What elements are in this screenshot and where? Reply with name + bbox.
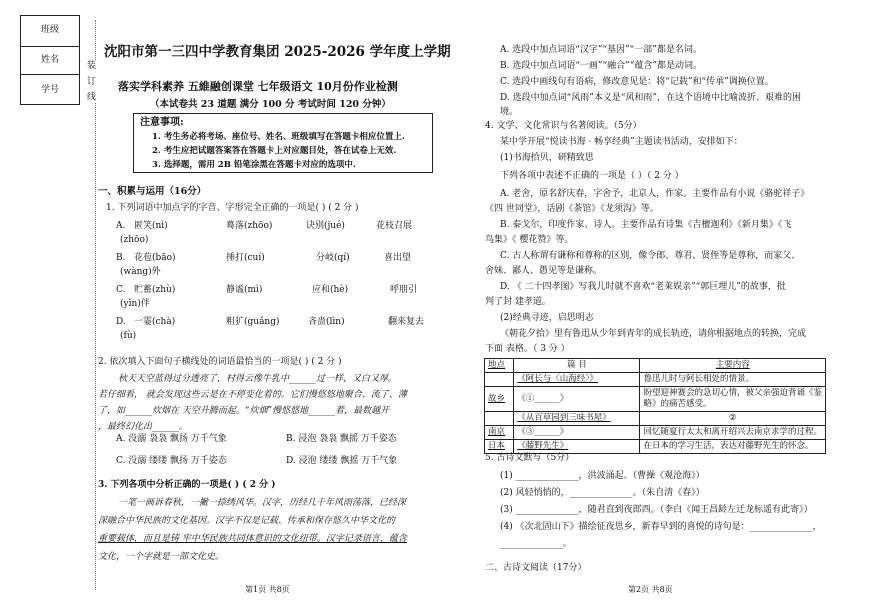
table-cell: 《③______》: [514, 426, 640, 440]
table-cell: ②: [640, 412, 826, 426]
q1-option-a: A. 匿笑(nì) 蓦落(zhōo) 诀别(jué) 花枝召展 (zhōo): [116, 221, 413, 245]
q1-options: [116, 220, 446, 344]
page-footer-left: 第1页 共8页: [245, 585, 290, 594]
table-cell: 《阿长与〈山海经〉》: [514, 373, 640, 387]
q5-line: (2) 风轻悄悄的，______________。（朱自清《春》）: [500, 488, 705, 498]
q2-passage-line: 了，如______炊烟在 天空升腾而起。“炊烟”慢悠悠地______着，最数越开: [98, 406, 390, 416]
q3-option-c: C. 选段中画线句有语病，修改意见是：将“记载”和“传承”调换位置。: [500, 77, 774, 87]
q2-option-c: C. 没溺 缕缕 飘扬 万千姿态: [116, 456, 227, 466]
q2-option-a: A. 没溺 袅袅 飘扬 万千气象: [116, 434, 227, 444]
binding-line-label: 装 订 线: [85, 60, 95, 103]
q4-part2-text: 《朝花夕拾》里有鲁迅从少年到青年的成长轨迹，请你根据地点的转换，完成: [500, 329, 807, 339]
exam-subtitle: 落实学科素养 五維融创课堂 七年级语文 10月份作业检测: [118, 80, 398, 93]
table-cell: 盼望迎神赛会的急切心情，被父亲强迫背诵《鉴略》的痛苦感受。: [640, 387, 826, 412]
q2-option-b: B. 浸泡 袅袅 飘摇 万千姿态: [286, 434, 397, 444]
q2-option-d: D. 浸泡 缕缕 飘摇 万千气象: [286, 456, 398, 466]
q4-part2-text: 下面 表格。（ 3 分 ）: [485, 344, 570, 354]
q3-option-a: A. 选段中加点词语“汉字”“基因”“一部”都是名词。: [500, 45, 702, 55]
q4-option-line: B. 泰戈尔，印度作家、诗人。主要作品有诗集《吉檀迦利》《新月集》《飞: [500, 220, 792, 230]
q4-option-line: D. 《 二十四孝图》写我儿时就不喜欢“老莱娱亲”“郭巨埋儿”的故事，批: [500, 282, 786, 292]
q4-option-line: 鸟集》《 樱花赞》等。: [485, 235, 574, 245]
table-cell: 故乡: [485, 387, 514, 412]
q1-option-d: D. 一霎(chà) 粗犷(guǎng) 吝啬(lìn) 翻来复去 (fù): [116, 317, 425, 341]
notice-item: 3. 选择题，需用 2B 铅笔涂黑在答题卡对应的选项中.: [152, 160, 356, 170]
student-id-label: 学号: [40, 85, 59, 95]
table-cell: 回忆随夏行太太和离开绍兴去南京求学的过程。: [640, 426, 826, 440]
reading-table: [484, 358, 826, 454]
q4-intro: 某中学开展“悦读书海 · 畅享经典”主题读书活动，安排如下：: [500, 137, 743, 147]
table-cell: 南京: [485, 426, 514, 440]
q2-passage-line: 若仔细看， 就会发现这些云是在不停变化着的。它们慢悠悠地聚合、流了、薄: [98, 390, 407, 400]
q5-line: (4) 《次北固山下》描绘征夜思乡，新春早到的喜悦的诗句是：______________，: [500, 522, 822, 532]
q4-stem: 4. 文学、文化常识与名著阅读。（5分）: [485, 121, 642, 131]
section1-title: 一、积累与运用（16分）: [98, 186, 207, 197]
q4-option-line: C. 古人称谓有谦称和尊称的区别，像令郎、尊君、贤侄等是尊称，而家父、: [500, 251, 801, 261]
q2-passage-line: ，最终幻化出______。: [98, 422, 189, 432]
q4-option-line: 判了封 建孝道。: [485, 297, 551, 307]
q4-part2: (2)经典寻迹，启思明志: [500, 313, 594, 323]
table-header: 篇 目: [514, 359, 640, 373]
table-row: [485, 387, 826, 412]
q1-stem: 1. 下列词语中加点字的字音、字形完全正确的一项是( ) ( 2 分 ): [106, 203, 359, 213]
q3-stem: 3. 下列各项中分析正确的一项是( ) ( 2 分 ): [98, 480, 276, 490]
table-cell: 在日本的学习生活，表达对藤野先生的怀念。: [640, 440, 826, 454]
table-cell: 鲁迅儿时与阿长相处的情景。: [640, 373, 826, 387]
binding-line: [95, 20, 96, 590]
page-footer-right: 第2页 共8页: [628, 585, 673, 594]
q3-passage-line: 一笔一画诉春秋，一撇一捺绣风华。汉字，历经几千年风雨荡落，已经深: [118, 498, 407, 508]
table-header-row: [485, 359, 826, 373]
table-cell: 《藤野先生》: [514, 440, 640, 454]
notice-item: 1. 考生务必将考场、座位号、姓名、班级填写在答题卡相应位置上.: [152, 132, 405, 142]
school-title: 沈阳市第一三四中学教育集团 2025-2026 学年度上学期: [104, 44, 451, 60]
name-label: 姓名: [40, 55, 59, 65]
exam-info: （本试卷共 23 道题 满分 100 分 考试时间 120 分钟）: [150, 99, 391, 110]
q1-option-c: C. 贮蓄(zhù) 静谧(mì) 应和(hè) 呼朋引 (yǐn)伴: [116, 285, 418, 309]
q5-stem: 5. 古诗文默写（5分）: [485, 453, 575, 463]
q3-option-b: B. 选段中加点词语“一画”“融合”“蕴含”都是动词。: [500, 61, 702, 71]
q4-option-line: 《四 世同堂》，话剧《茶馆》《龙须沟》等。: [485, 204, 659, 214]
table-row: [485, 412, 826, 426]
q2-stem: 2. 依次填入下面句子横线处的词语最恰当的一项是( ) ( 2 分 ): [98, 357, 342, 367]
q3-passage-line: 文化，一个字就是一部文化史。: [98, 552, 225, 562]
binding-info-box: [20, 15, 80, 105]
q3-passage-line: 深融合中华民族的文化基因。汉字不仅是记载、传承和保存悠久中华文化的: [98, 516, 396, 526]
q2-passage-line: 秋天天空蓝得过分透亮了，村得云像牛乳中______过一样，又白又厚。: [118, 374, 398, 384]
table-row: [485, 426, 826, 440]
q4-option-line: 舍妹、鄙人、愚见等是谦称。: [485, 266, 603, 276]
table-cell: [485, 412, 514, 426]
table-cell: 《从百草园到三味书屋》: [514, 412, 640, 426]
q4-part1: (1)书海拾贝，研精致思: [500, 153, 594, 163]
q5-line: (1) ______________，洪波涌起。（曹操《观沧海》）: [500, 471, 705, 481]
notice-item: 2. 考生应把试题答案答在答题卡上对应题目处，答在试卷上无效.: [152, 146, 397, 156]
q5-line: (3) ______________，随君直到夜郎西。（李白《闻王昌龄左迁龙标遥有此寄》）: [500, 505, 813, 515]
table-header: 地点: [485, 359, 514, 373]
table-cell: [485, 373, 514, 387]
q4-option-line: A. 老舍，原名舒庆春，字舍予，北京人，作家。主要作品有小说《骆驼祥子》: [500, 189, 810, 199]
table-cell: 《①______》: [514, 387, 640, 412]
class-label: 班级: [40, 25, 59, 35]
notice-box: [133, 113, 433, 173]
table-row: [485, 373, 826, 387]
q5-line: ______________。: [500, 539, 573, 549]
q1-option-b: B. 花苞(bāo) 捶打(cuí) 分岐(qí) 喜出望 (wàng)外: [116, 253, 412, 277]
section2-title: 二、古诗文阅读（17分）: [485, 563, 587, 573]
q3-option-d: D. 选段中加点词“风雨”本义是“风和雨”，在这个语境中比喻波折、艰难的困: [500, 93, 802, 103]
q4-part1-question: 下列各项中表述不正确的一项是（ ）（ 2 分 ）: [500, 171, 684, 181]
q3-option-d-cont: 境。: [500, 107, 519, 117]
q3-passage-line: 重要载体，而且是铸 牢中华民族共同体意识的文化纽带。汉字记录语言，蕴含: [98, 534, 407, 544]
notice-title: 注意事项:: [140, 117, 184, 128]
table-header: 主要内容: [640, 359, 826, 373]
table-cell: 日本: [485, 440, 514, 454]
